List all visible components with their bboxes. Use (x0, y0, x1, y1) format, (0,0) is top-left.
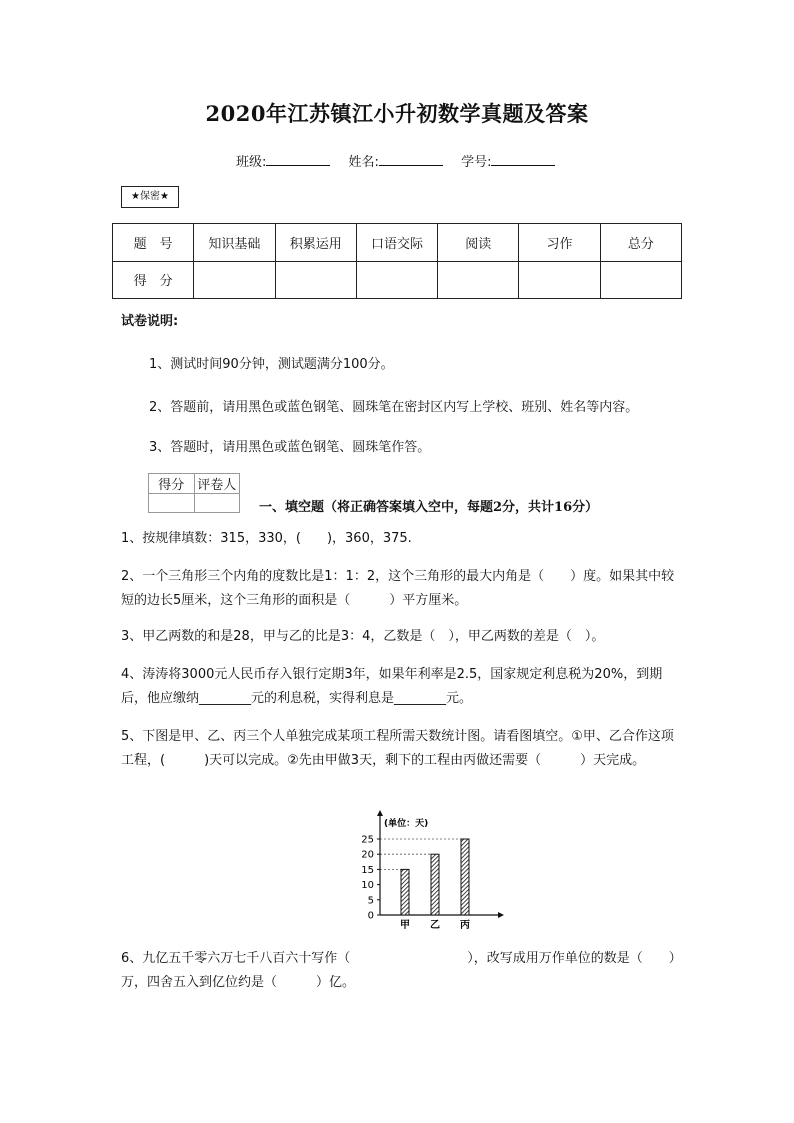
question-6: 6、九亿五千零六万七千八百六十写作（ ），改写成用万作单位的数是（ ）万，四舍五入到亿位约是（ ）亿。 (121, 951, 676, 990)
category-label: 丙 (460, 920, 470, 931)
score-header-cell: 口语交际 (356, 224, 437, 262)
category-label: 乙 (430, 920, 440, 931)
score-input-cell[interactable] (438, 261, 519, 299)
page-title: 2020年江苏镇江小升初数学真题及答案 (205, 101, 589, 126)
instructions-title: 试卷说明: (121, 314, 179, 329)
instruction-item: 2、答题前，请用黑色或蓝色钢笔、圆珠笔在密封区内写上学校、班别、姓名等内容。 (149, 400, 639, 415)
chart-title: (单位：天) (384, 819, 429, 829)
id-label: 学号: (461, 155, 492, 170)
y-tick-label: 0 (367, 910, 374, 922)
grader-score-label: 得分 (149, 474, 195, 494)
question-5: 5、下图是甲、乙、丙三个人单独完成某项工程所需天数统计图。请看图填空。①甲、乙合作这项工程，( )天可以完成。②先由甲做3天，剩下的工程由丙做还需要（ ）天完成。 (121, 729, 674, 768)
y-tick-label: 10 (361, 880, 374, 892)
category-label: 甲 (400, 920, 410, 931)
work-days-bar-chart (350, 808, 510, 932)
class-blank[interactable] (266, 153, 330, 166)
name-blank[interactable] (379, 153, 443, 166)
y-tick-label: 15 (361, 864, 374, 876)
score-input-cell[interactable] (519, 261, 600, 299)
score-table (112, 223, 682, 299)
score-input-cell[interactable] (356, 261, 437, 299)
score-header-cell: 题 号 (113, 224, 194, 262)
y-axis-arrow (377, 810, 383, 816)
x-axis-arrow (498, 912, 504, 918)
score-row-label: 得 分 (113, 261, 194, 299)
bar-1 (431, 854, 439, 915)
score-input-cell[interactable] (194, 261, 275, 299)
score-header-cell: 习作 (519, 224, 600, 262)
score-header-cell: 知识基础 (194, 224, 275, 262)
class-label: 班级: (236, 155, 267, 170)
score-input-cell[interactable] (600, 261, 681, 299)
instruction-item: 1、测试时间90分钟，测试题满分100分。 (149, 357, 394, 372)
section-title: 一、填空题（将正确答案填入空中，每题2分，共计16分） (259, 500, 599, 515)
student-info-line (236, 151, 555, 170)
question-1: 1、按规律填数：315，330，( )，360，375. (121, 531, 412, 546)
score-header-cell: 积累运用 (275, 224, 356, 262)
score-header-cell: 总分 (600, 224, 681, 262)
instruction-item: 3、答题时，请用黑色或蓝色钢笔、圆珠笔作答。 (149, 440, 431, 455)
question-2: 2、一个三角形三个内角的度数比是1：1：2，这个三角形的最大内角是（ ）度。如果其中较短的边长5厘米，这个三角形的面积是（ ）平方厘米。 (121, 569, 675, 608)
confidential-badge: ★保密★ (121, 186, 179, 208)
grader-name-cell[interactable] (194, 494, 240, 513)
bar-2 (461, 839, 469, 915)
question-4: 4、涛涛将3000元人民币存入银行定期3年，如果年利率是2.5，国家规定利息税为20%，到期后，他应缴纳________元的利息税，实得利息是________元。 (121, 667, 663, 706)
score-input-cell[interactable] (275, 261, 356, 299)
grader-box (148, 473, 240, 513)
y-tick-label: 5 (367, 895, 374, 907)
grader-name-label: 评卷人 (194, 474, 240, 494)
y-tick-label: 20 (361, 849, 374, 861)
question-3: 3、甲乙两数的和是28，甲与乙的比是3：4，乙数是（ ），甲乙两数的差是（ ）。 (121, 629, 605, 644)
y-tick-label: 25 (361, 834, 374, 846)
grader-score-cell[interactable] (149, 494, 195, 513)
score-header-cell: 阅读 (438, 224, 519, 262)
bar-0 (401, 869, 409, 915)
name-label: 姓名: (348, 155, 379, 170)
id-blank[interactable] (491, 153, 555, 166)
